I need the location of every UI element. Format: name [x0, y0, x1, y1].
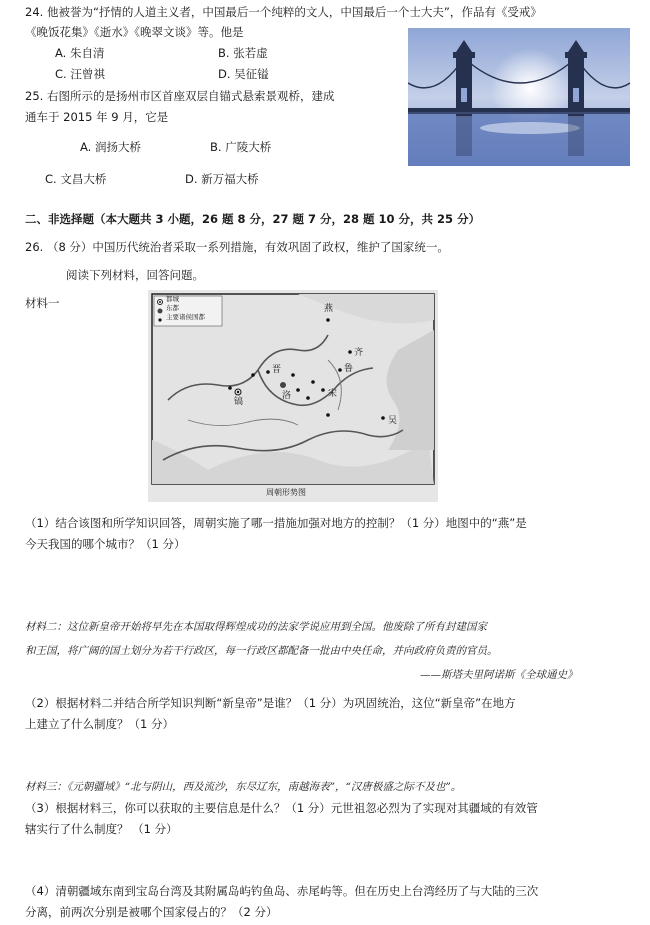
map-label-jin: 晋 — [272, 365, 282, 375]
q24-option-d: D. 吴征镒 — [218, 67, 269, 81]
bridge-photo — [408, 28, 630, 166]
legend-capital: 都城 — [166, 295, 179, 303]
material2-source: ——斯塔夫里阿诺斯《全球通史》 — [420, 669, 578, 681]
legend-east-capital: 东都 — [166, 304, 179, 312]
q26-sub2-line2: 上建立了什么制度？（1 分） — [25, 717, 174, 731]
map-label-hao: 镐 — [234, 397, 244, 407]
legend-vassal-capital: 主要诸侯国都 — [166, 313, 205, 321]
zhou-map — [148, 290, 438, 502]
q26-sub1-line2: 今天我国的哪个城市？（1 分） — [25, 537, 186, 551]
q25-option-c: C. 文昌大桥 — [45, 172, 107, 186]
q26-sub2-line1: （2）根据材料二并结合所学知识判断“新皇帝”是谁？（1 分）为巩固统治，这位“新皇帝”在地方 — [25, 696, 516, 710]
q25-text-line2: 通车于 2015 年 9 月，它是 — [25, 110, 169, 124]
map-label-luo: 洛 — [282, 391, 292, 401]
q26-sub4-line1: （4）清朝疆域东南到宝岛台湾及其附属岛屿钓鱼岛、赤尾屿等。但在历史上台湾经历了与大陆的三次 — [25, 884, 539, 898]
map-label-yan: 燕 — [324, 304, 334, 314]
material2-line1: 材料二：这位新皇帝开始将早先在本国取得辉煌成功的法家学说应用到全国。他废除了所有封建国家 — [25, 621, 487, 633]
q24-text-line2: 《晚饭花集》《逝水》《晚翠文谈》等。他是 — [25, 25, 244, 39]
material2-line2: 和王国，将广阔的国土划分为若干行政区，每一行政区都配备一批由中央任命，并向政府负责的官员。 — [25, 645, 498, 657]
material1-label: 材料一 — [25, 296, 60, 310]
q25-text-line1: 25. 右图所示的是扬州市区首座双层自锚式悬索景观桥，建成 — [25, 89, 335, 103]
q25-option-b: B. 广陵大桥 — [210, 140, 272, 154]
q26-sub3-line2: 辖实行了什么制度？ （1 分） — [25, 822, 178, 836]
q24-text-line1: 24. 他被誉为“抒情的人道主义者，中国最后一个纯粹的文人，中国最后一个士大夫”，作品有《受戒》 — [25, 5, 542, 19]
q26-sub4-line2: 分离，前两次分别是被哪个国家侵占的？（2 分） — [25, 905, 278, 919]
q25-option-d: D. 新万福大桥 — [185, 172, 259, 186]
q24-option-b: B. 张若虚 — [218, 46, 268, 60]
material3: 材料三：《元朝疆域》“北与阴山，西及流沙，东尽辽东，南越海表”，“汉唐极盛之际不及也”。 — [25, 781, 462, 793]
q25-option-a: A. 润扬大桥 — [80, 140, 141, 154]
map-caption: 周朝形势图 — [266, 488, 306, 497]
map-label-qi: 齐 — [354, 348, 364, 358]
q26-intro: 26. （8 分）中国历代统治者采取一系列措施，有效巩固了政权，维护了国家统一。 — [25, 240, 449, 254]
map-label-song: 宋 — [328, 389, 338, 399]
map-label-wu: 吴 — [388, 416, 398, 426]
q24-option-c: C. 汪曾祺 — [55, 67, 105, 81]
q26-sub1-line1: （1）结合该图和所学知识回答，周朝实施了哪一措施加强对地方的控制？（1 分）地图中的“燕”是 — [25, 516, 527, 530]
q26-read-instruction: 阅读下列材料，回答问题。 — [66, 268, 204, 282]
q26-sub3-line1: （3）根据材料三，你可以获取的主要信息是什么？（1 分）元世祖忽必烈为了实现对其疆域的有效管 — [25, 801, 538, 815]
q24-option-a: A. 朱自清 — [55, 46, 105, 60]
section2-title: 二、非选择题（本大题共 3 小题，26 题 8 分，27 题 7 分，28 题 10 分，共 25 分） — [25, 212, 481, 226]
map-label-lu: 鲁 — [344, 364, 354, 374]
